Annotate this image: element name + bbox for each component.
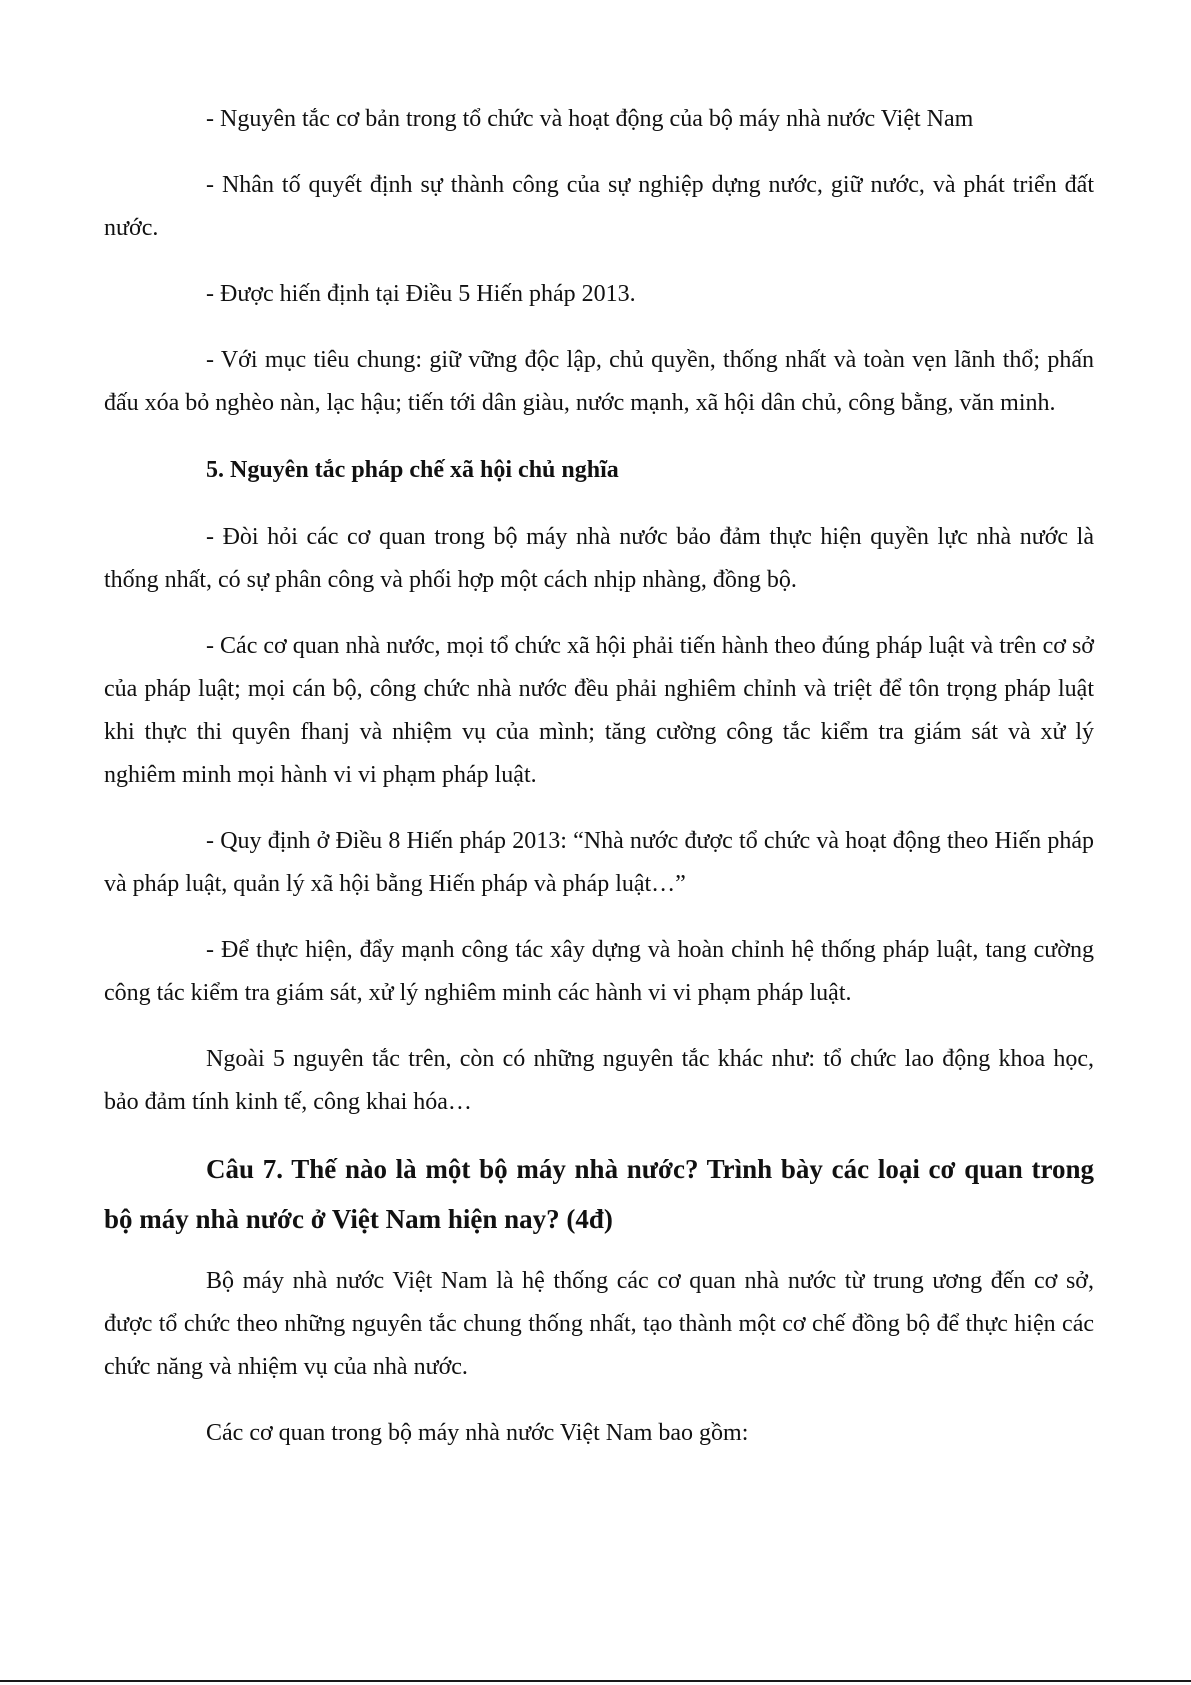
paragraph-unified-power: - Đòi hỏi các cơ quan trong bộ máy nhà nước bảo đảm thực hiện quyền lực nhà nước là thống nhất, có sự phân công và phối hợp một cách nhịp nhàng, đồng bộ. [104,524,1094,593]
paragraph-common-goal: - Với mục tiêu chung: giữ vững độc lập, chủ quyền, thống nhất và toàn vẹn lãnh thổ; phấn đấu xóa bỏ nghèo nàn, lạc hậu; tiến tới dân giàu, nước mạnh, xã hội dân chủ, công bằng, văn minh. [104,347,1094,416]
paragraph-agencies-intro: Các cơ quan trong bộ máy nhà nước Việt Nam bao gồm: [206,1420,749,1446]
section-heading-legality-principle: 5. Nguyên tắc pháp chế xã hội chủ nghĩa [206,457,619,483]
paragraph-constitution-article-8: - Quy định ở Điều 8 Hiến pháp 2013: “Nhà nước được tổ chức và hoạt động theo Hiến pháp và pháp luật, quản lý xã hội bằng Hiến pháp và pháp luật…” [104,828,1094,897]
paragraph-principle-basic: - Nguyên tắc cơ bản trong tổ chức và hoạt động của bộ máy nhà nước Việt Nam [206,106,974,132]
document-body [104,98,1094,1455]
paragraph-implementation: - Để thực hiện, đẩy mạnh công tác xây dựng và hoàn chỉnh hệ thống pháp luật, tang cường công tác kiểm tra giám sát, xử lý nghiêm minh các hành vi vi phạm pháp luật. [104,937,1094,1006]
paragraph-decisive-factor: - Nhân tố quyết định sự thành công của sự nghiệp dựng nước, giữ nước, và phát triển đất nước. [104,172,1094,241]
page-bottom-rule [0,1680,1191,1682]
paragraph-constitution-article-5: - Được hiến định tại Điều 5 Hiến pháp 2013. [206,281,636,307]
paragraph-state-apparatus-definition: Bộ máy nhà nước Việt Nam là hệ thống các cơ quan nhà nước từ trung ương đến cơ sở, được tổ chức theo những nguyên tắc chung thống nhất, tạo thành một cơ chế đồng bộ để thực hiện các chức năng và nhiệm vụ của nhà nước. [104,1268,1094,1380]
paragraph-other-principles: Ngoài 5 nguyên tắc trên, còn có những nguyên tắc khác như: tổ chức lao động khoa học, bảo đảm tính kinh tế, công khai hóa… [104,1046,1094,1115]
paragraph-obey-law: - Các cơ quan nhà nước, mọi tổ chức xã hội phải tiến hành theo đúng pháp luật và trên cơ sở của pháp luật; mọi cán bộ, công chức nhà nước đều phải nghiêm chỉnh và triệt để tôn trọng pháp luật khi thực thi quyên fhanj và nhiệm vụ của mình; tăng cường công tắc kiểm tra giám sát và xử lý nghiêm minh mọi hành vi vi phạm pháp luật. [104,633,1094,788]
question-7-heading: Câu 7. Thế nào là một bộ máy nhà nước? Trình bày các loại cơ quan trong bộ máy nhà nước ở Việt Nam hiện nay? (4đ) [104,1154,1094,1234]
